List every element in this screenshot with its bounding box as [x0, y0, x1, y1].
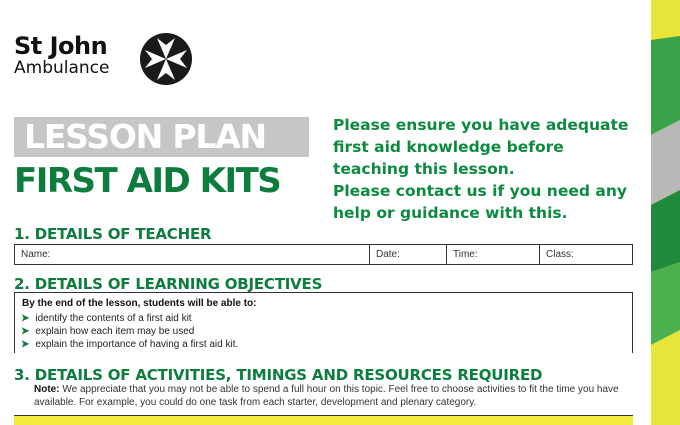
date-field[interactable]: Date:	[370, 245, 447, 265]
maltese-cross-icon	[139, 32, 193, 86]
notice-contact: Please contact us if you need any help or guidance with this.	[333, 182, 627, 222]
decorative-side-stripe	[651, 0, 680, 425]
logo-line-ambulance: Ambulance	[14, 58, 110, 78]
activities-note	[34, 383, 634, 409]
page-subtitle: FIRST AID KITS	[14, 161, 281, 201]
objective-text: explain the importance of having a first aid kit.	[35, 339, 239, 350]
section-heading-objectives: 2. DETAILS OF LEARNING OBJECTIVES	[14, 275, 323, 293]
list-item	[21, 312, 238, 325]
arrow-bullet-icon: ➤	[21, 326, 30, 337]
logo-wordmark	[14, 34, 109, 77]
note-label: Note:	[34, 384, 60, 395]
class-field[interactable]: Class:	[540, 245, 633, 265]
section-heading-activities: 3. DETAILS OF ACTIVITIES, TIMINGS AND RESOURCES REQUIRED	[14, 366, 543, 384]
objectives-box	[14, 292, 633, 353]
teacher-details-table	[14, 244, 633, 265]
name-field[interactable]: Name:	[15, 245, 370, 265]
objective-text: explain how each item may be used	[35, 326, 195, 337]
section-heading-teacher: 1. DETAILS OF TEACHER	[14, 225, 212, 243]
logo-line-st-john: St John	[14, 32, 108, 60]
objectives-list	[21, 312, 238, 351]
time-field[interactable]: Time:	[447, 245, 540, 265]
page-title: LESSON PLAN	[24, 117, 266, 156]
activities-table-header	[14, 415, 633, 425]
note-text: We appreciate that you may not be able to spend a full hour on this topic. Feel free to choose activities to fit the time you have available. For example, you could do one task from each starter, development and plenary category.	[34, 384, 619, 408]
lesson-plan-banner	[14, 117, 309, 157]
notice-block	[333, 114, 633, 224]
arrow-bullet-icon: ➤	[21, 313, 30, 324]
objective-text: identify the contents of a first aid kit	[35, 313, 192, 324]
objectives-intro: By the end of the lesson, students will be able to:	[22, 298, 257, 309]
arrow-bullet-icon: ➤	[21, 339, 30, 350]
list-item	[21, 338, 238, 351]
notice-knowledge: Please ensure you have adequate first aid knowledge before teaching this lesson.	[333, 116, 629, 178]
list-item	[21, 325, 238, 338]
